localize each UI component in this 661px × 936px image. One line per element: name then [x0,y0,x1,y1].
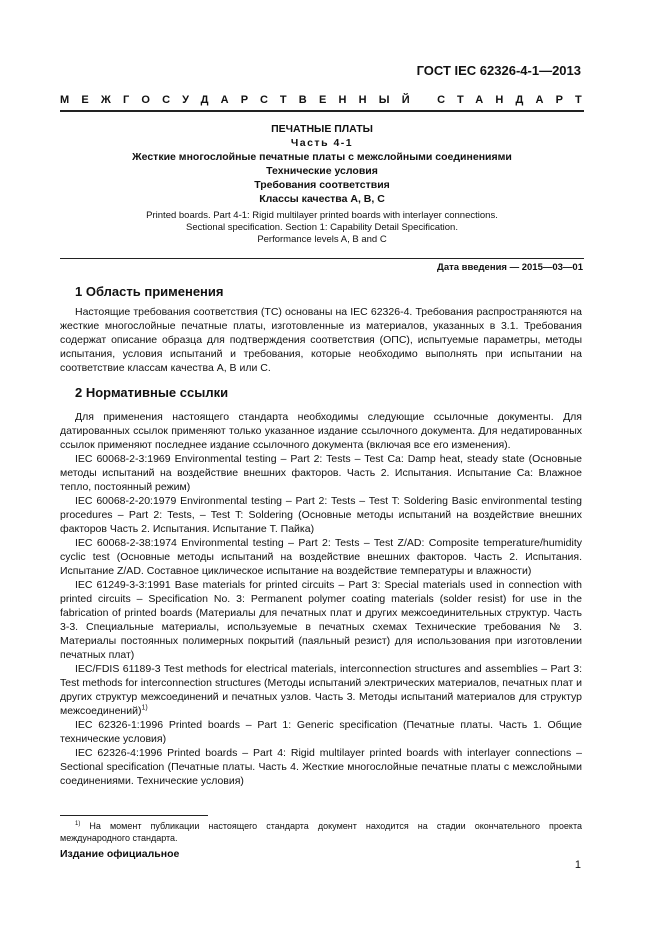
introduction-date: Дата введения — 2015—03—01 [437,262,583,273]
title-line-5: Требования соответствия [254,179,390,191]
english-title-block [60,210,584,246]
intro-date-divider [60,258,584,259]
footnote [60,820,582,844]
reference-item: IEC 61249-3-3:1991 Base materials for printed circuits – Part 3: Special materials used in connection with printed circuits – Specification No. 3: Permanent polymer coating materials (solder resist) for use in the fabrication of printed boards (Материалы для печатных плат и других межсоединительных структур. Часть 3-3. Специальные материалы, используемые в печатных схемах Технические требования № 3. Материалы постоянных полимерных покрытий (паяльный резист) для использования при изготовлении печатных плат) [60,579,582,661]
english-title-line-1: Printed boards. Part 4-1: Rigid multilayer printed boards with interlayer connections. [146,210,498,221]
title-line-4: Технические условия [266,165,378,177]
reference-text: IEC/FDIS 61189-3 Test methods for electrical materials, interconnection structures and assemblies – Part 3: Test methods for interconnection structures (Методы испытаний электрических материалов, печатных плат и других структур межсоединений и печатных узлов. Часть 3. Методы испытаний материалов для структур межсоединений) [60,663,582,717]
header-divider [60,110,584,112]
reference-item: IEC 60068-2-3:1969 Environmental testing – Part 2: Tests – Test Ca: Damp heat, steady state (Основные методы испытаний на воздействие внешних факторов. Часть 2. Испытания. Испытание Ca: Влажное тепло, постоянный режим) [60,453,582,493]
footnote-reference: 1) [141,704,148,712]
title-line-2: Часть 4-1 [290,137,354,149]
footnote-divider [60,815,208,816]
section-2-body [60,410,582,788]
page-number: 1 [574,859,581,871]
section-1-body [60,305,582,375]
reference-item: IEC 60068-2-20:1979 Environmental testing – Part 2: Tests – Test T: Soldering Basic environmental testing procedures – Part 2: Tests, – Test T: Soldering (Основные методы испытаний на воздействие внешних факторов Часть 2. Испытания. Испытание Т. Пайка) [60,495,582,535]
english-title-line-2: Sectional specification. Section 1: Capability Detail Specification. [186,222,458,233]
title-line-6: Классы качества А, В, С [259,193,385,205]
reference-item: IEC 62326-4:1996 Printed boards – Part 4: Rigid multilayer printed boards with interlayer connections – Sectional specification (Печатные платы. Часть 4. Жесткие многослойные печатные платы с межслойными соединениями. Технические условия) [60,747,582,787]
references-intro-paragraph: Для применения настоящего стандарта необходимы следующие ссылочные документы. Для датированных ссылок применяют только указанное издание ссылочного документа. Для недатированных ссылок применяют последнее издание ссылочного документа (включая все его изменения). [60,411,582,451]
footnote-text: На момент публикации настоящего стандарта документ находится на стадии окончательного проекта международного стандарта. [60,821,582,843]
reference-item: IEC 60068-2-38:1974 Environmental testing – Part 2: Tests – Test Z/AD: Composite temperature/humidity cyclic test (Основные методы испытаний на воздействие внешних факторов. Часть 2. Испытания. Испытание Z/AD. Составное циклическое испытание на воздействие температуры и влажности) [60,537,582,577]
standard-type-band: МЕЖГОСУДАРСТВЕННЫЙ СТАНДАРТ [60,94,594,106]
section-2-heading: 2 Нормативные ссылки [75,385,229,400]
footnote-marker: 1) [75,821,81,827]
official-edition-label: Издание официальное [60,848,180,860]
english-title-line-3: Performance levels A, B and C [257,234,387,245]
title-line-1: ПЕЧАТНЫЕ ПЛАТЫ [271,123,373,135]
reference-item-with-footnote [60,662,582,718]
document-code: ГОСТ IEC 62326-4-1—2013 [416,63,581,78]
reference-item: IEC 62326-1:1996 Printed boards – Part 1: Generic specification (Печатные платы. Часть 1. Общие технические условия) [60,719,582,745]
title-line-3: Жесткие многослойные печатные платы с межслойными соединениями [132,151,512,163]
section-1-heading: 1 Область применения [75,284,224,299]
russian-title-block [60,122,584,206]
section-1-paragraph: Настоящие требования соответствия (ТС) основаны на IEC 62326-4. Требования распространяются на жесткие многослойные печатные платы, изготовленные из материалов, указанных в 3.1. Требования содержат описание образца для подтверждения соответствия (ОПС), испытуемые параметры, методы испытания, условия испытаний и требования, которые необходимо выполнять при испытании на соответствие классам качества А, В или С. [60,306,582,374]
